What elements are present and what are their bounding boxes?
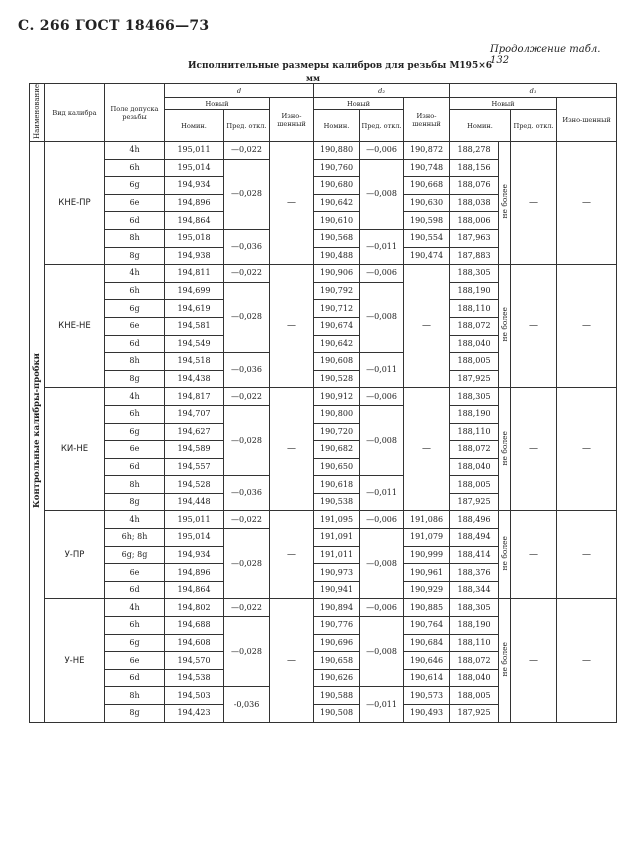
d2-nominal-cell: 190,912: [314, 388, 360, 406]
d1-nominal-cell: 188,110: [450, 634, 499, 652]
d-deviation-cell: —0,022: [224, 142, 270, 160]
header-d-worn: Изно-шенный: [270, 98, 314, 142]
table-title: Исполнительные размеры калибров для резьбы М195×6: [188, 61, 493, 71]
header-d: d: [165, 84, 314, 98]
d2-nominal-cell: 190,696: [314, 634, 360, 652]
d-deviation-cell: —0,022: [224, 511, 270, 529]
d2-worn-cell: 190,684: [404, 634, 450, 652]
d1-nominal-cell: 188,190: [450, 282, 499, 300]
header-d2: d₂: [314, 84, 450, 98]
d-deviation-cell: —0,036: [224, 476, 270, 511]
d-nominal-cell: 194,627: [165, 423, 224, 441]
d1-deviation-cell: —: [511, 265, 557, 388]
d1-deviation-cell: —: [511, 599, 557, 722]
d1-nominal-cell: 188,040: [450, 335, 499, 353]
ne-bolee-label: не более: [499, 536, 509, 571]
d-nominal-cell: 195,014: [165, 159, 224, 177]
d2-worn-cell: 190,598: [404, 212, 450, 230]
ne-bolee-cell: [499, 142, 511, 265]
d1-worn-cell: —: [557, 142, 617, 265]
d2-worn-cell: 190,668: [404, 177, 450, 195]
ne-bolee-label: не более: [499, 184, 509, 219]
d2-deviation-cell: —0,008: [360, 282, 404, 352]
d2-nominal-cell: 190,776: [314, 617, 360, 635]
table-row: [30, 599, 617, 617]
side-label: Контрольные калибры-пробки: [32, 352, 42, 508]
header-pole: Поле допуска резьбы: [105, 84, 165, 142]
tolerance-field-cell: 6e: [105, 317, 165, 335]
header-d1-nom: Номин.: [450, 110, 511, 142]
tolerance-field-cell: 6e: [105, 441, 165, 459]
d1-nominal-cell: 188,190: [450, 617, 499, 635]
d2-nominal-cell: 190,973: [314, 564, 360, 582]
d2-nominal-cell: 190,658: [314, 652, 360, 670]
d1-deviation-cell: —: [511, 511, 557, 599]
header-d-nom: Номин.: [165, 110, 224, 142]
header-d1: d₁: [450, 84, 617, 98]
table-row: [30, 265, 617, 283]
d1-nominal-cell: 187,925: [450, 493, 499, 511]
tolerance-field-cell: 6d: [105, 669, 165, 687]
d1-nominal-cell: 188,278: [450, 142, 499, 160]
d-nominal-cell: 194,538: [165, 669, 224, 687]
d-deviation-cell: —0,022: [224, 388, 270, 406]
d2-nominal-cell: 190,760: [314, 159, 360, 177]
d-deviation-cell: —0,028: [224, 617, 270, 687]
header-naim: Наименование: [30, 84, 45, 142]
ne-bolee-label: не более: [499, 641, 509, 677]
tolerance-field-cell: 8g: [105, 493, 165, 511]
ne-bolee-cell: [499, 511, 511, 599]
d2-nominal-cell: 190,608: [314, 353, 360, 371]
tolerance-field-cell: 4h: [105, 142, 165, 160]
d-nominal-cell: 194,688: [165, 617, 224, 635]
d2-nominal-cell: 190,508: [314, 705, 360, 723]
d1-nominal-cell: 188,494: [450, 529, 499, 547]
d-nominal-cell: 194,570: [165, 652, 224, 670]
header-d1-worn: Изно-шенный: [557, 98, 617, 142]
d2-worn-cell: 190,630: [404, 194, 450, 212]
d1-nominal-cell: 188,072: [450, 317, 499, 335]
d2-nominal-cell: 190,880: [314, 142, 360, 160]
table-row: [30, 388, 617, 406]
d1-nominal-cell: 188,005: [450, 687, 499, 705]
d2-worn-cell: 190,999: [404, 546, 450, 564]
d2-nominal-cell: 191,011: [314, 546, 360, 564]
gauge-type-cell: КИ-НЕ: [45, 388, 105, 511]
d2-nominal-cell: 190,682: [314, 441, 360, 459]
tolerance-field-cell: 8h: [105, 687, 165, 705]
d-nominal-cell: 194,934: [165, 546, 224, 564]
d1-nominal-cell: 188,006: [450, 212, 499, 230]
d2-worn-cell: 190,554: [404, 229, 450, 247]
tolerance-field-cell: 8h: [105, 476, 165, 494]
tolerance-field-cell: 8h: [105, 229, 165, 247]
d1-nominal-cell: 188,305: [450, 388, 499, 406]
d1-nominal-cell: 188,040: [450, 458, 499, 476]
d-nominal-cell: 195,018: [165, 229, 224, 247]
d2-worn-cell: 190,474: [404, 247, 450, 265]
d2-deviation-cell: —0,008: [360, 405, 404, 475]
header-d1-new: Новый: [450, 98, 557, 110]
tolerance-field-cell: 4h: [105, 599, 165, 617]
d2-deviation-cell: —0,006: [360, 388, 404, 406]
d-deviation-cell: -0,036: [224, 687, 270, 722]
d-worn-cell: —: [270, 388, 314, 511]
tolerance-field-cell: 6e: [105, 652, 165, 670]
header-d1-pred: Пред. откл.: [511, 110, 557, 142]
d1-nominal-cell: 187,883: [450, 247, 499, 265]
gauge-type-cell: У-ПР: [45, 511, 105, 599]
d-nominal-cell: 194,438: [165, 370, 224, 388]
tolerance-field-cell: 6d: [105, 335, 165, 353]
d1-nominal-cell: 187,963: [450, 229, 499, 247]
d2-nominal-cell: 190,674: [314, 317, 360, 335]
ne-bolee-cell: [499, 388, 511, 511]
d2-nominal-cell: 190,642: [314, 335, 360, 353]
header-d2-pred: Пред. откл.: [360, 110, 404, 142]
tolerance-field-cell: 6g: [105, 423, 165, 441]
d-nominal-cell: 194,707: [165, 405, 224, 423]
d2-worn-cell: —: [404, 388, 450, 511]
tolerance-field-cell: 8g: [105, 705, 165, 723]
d1-nominal-cell: 188,496: [450, 511, 499, 529]
d-nominal-cell: 194,518: [165, 353, 224, 371]
d2-nominal-cell: 190,800: [314, 405, 360, 423]
dimensions-table: [29, 83, 617, 723]
d2-deviation-cell: —0,008: [360, 529, 404, 599]
d-worn-cell: —: [270, 599, 314, 722]
d2-deviation-cell: —0,008: [360, 159, 404, 229]
d1-nominal-cell: 187,925: [450, 705, 499, 723]
d1-nominal-cell: 188,305: [450, 599, 499, 617]
d2-worn-cell: 190,929: [404, 581, 450, 599]
d2-worn-cell: 190,961: [404, 564, 450, 582]
d-nominal-cell: 194,549: [165, 335, 224, 353]
d-worn-cell: —: [270, 511, 314, 599]
d-nominal-cell: 194,802: [165, 599, 224, 617]
tolerance-field-cell: 6g: [105, 177, 165, 195]
d-nominal-cell: 194,864: [165, 581, 224, 599]
d2-worn-cell: 190,573: [404, 687, 450, 705]
d2-deviation-cell: —0,006: [360, 511, 404, 529]
d-nominal-cell: 195,014: [165, 529, 224, 547]
d2-nominal-cell: 190,588: [314, 687, 360, 705]
tolerance-field-cell: 8g: [105, 370, 165, 388]
tolerance-field-cell: 6d: [105, 212, 165, 230]
tolerance-field-cell: 6h: [105, 159, 165, 177]
d2-nominal-cell: 190,712: [314, 300, 360, 318]
d1-nominal-cell: 188,305: [450, 265, 499, 283]
d2-deviation-cell: —0,008: [360, 617, 404, 687]
tolerance-field-cell: 6h; 8h: [105, 529, 165, 547]
d2-nominal-cell: 190,642: [314, 194, 360, 212]
d-nominal-cell: 194,619: [165, 300, 224, 318]
d2-worn-cell: 190,646: [404, 652, 450, 670]
tolerance-field-cell: 4h: [105, 265, 165, 283]
d1-worn-cell: —: [557, 265, 617, 388]
d-nominal-cell: 194,864: [165, 212, 224, 230]
d-nominal-cell: 194,448: [165, 493, 224, 511]
d2-deviation-cell: —0,011: [360, 353, 404, 388]
d2-nominal-cell: 190,568: [314, 229, 360, 247]
header-d-new: Новый: [165, 98, 270, 110]
d2-nominal-cell: 190,792: [314, 282, 360, 300]
tolerance-field-cell: 6e: [105, 194, 165, 212]
d-nominal-cell: 194,589: [165, 441, 224, 459]
tolerance-field-cell: 6g: [105, 634, 165, 652]
d2-deviation-cell: —0,006: [360, 599, 404, 617]
continuation-label: Продолжение табл. 132: [490, 44, 601, 66]
tolerance-field-cell: 6d: [105, 458, 165, 476]
d1-nominal-cell: 188,038: [450, 194, 499, 212]
d2-worn-cell: 191,086: [404, 511, 450, 529]
tolerance-field-cell: 6e: [105, 564, 165, 582]
d1-nominal-cell: 188,110: [450, 300, 499, 318]
d2-deviation-cell: —0,011: [360, 476, 404, 511]
gauge-type-cell: КНЕ-НЕ: [45, 265, 105, 388]
d-deviation-cell: —0,036: [224, 353, 270, 388]
d-deviation-cell: —0,028: [224, 529, 270, 599]
d2-worn-cell: 191,079: [404, 529, 450, 547]
header-d2-nom: Номин.: [314, 110, 360, 142]
d-nominal-cell: 195,011: [165, 142, 224, 160]
d1-nominal-cell: 188,190: [450, 405, 499, 423]
d-deviation-cell: —0,028: [224, 282, 270, 352]
d1-deviation-cell: —: [511, 142, 557, 265]
d1-nominal-cell: 188,376: [450, 564, 499, 582]
d2-nominal-cell: 190,528: [314, 370, 360, 388]
d1-nominal-cell: 188,156: [450, 159, 499, 177]
page-label: С. 266 ГОСТ 18466—73: [18, 18, 210, 34]
d2-worn-cell: 190,614: [404, 669, 450, 687]
header-d2-new: Новый: [314, 98, 404, 110]
d2-nominal-cell: 190,680: [314, 177, 360, 195]
tolerance-field-cell: 8h: [105, 353, 165, 371]
d2-deviation-cell: —0,006: [360, 265, 404, 283]
d2-nominal-cell: 190,488: [314, 247, 360, 265]
tolerance-field-cell: 8g: [105, 247, 165, 265]
tolerance-field-cell: 6h: [105, 617, 165, 635]
d-nominal-cell: 194,503: [165, 687, 224, 705]
header-d-pred: Пред. откл.: [224, 110, 270, 142]
ne-bolee-label: не более: [499, 307, 509, 342]
d1-nominal-cell: 188,110: [450, 423, 499, 441]
units-label: мм: [306, 73, 320, 83]
d1-deviation-cell: —: [511, 388, 557, 511]
d2-nominal-cell: 190,618: [314, 476, 360, 494]
table-row: [30, 142, 617, 160]
d-nominal-cell: 195,011: [165, 511, 224, 529]
header-d2-worn: Изно-шенный: [404, 98, 450, 142]
d2-worn-cell: 190,748: [404, 159, 450, 177]
d-nominal-cell: 194,896: [165, 564, 224, 582]
d2-nominal-cell: 190,650: [314, 458, 360, 476]
d-worn-cell: —: [270, 142, 314, 265]
tolerance-field-cell: 6h: [105, 282, 165, 300]
d-deviation-cell: —0,028: [224, 159, 270, 229]
d2-worn-cell: 190,764: [404, 617, 450, 635]
d1-nominal-cell: 188,072: [450, 652, 499, 670]
d1-worn-cell: —: [557, 599, 617, 722]
d-nominal-cell: 194,817: [165, 388, 224, 406]
header-vid: Вид калибра: [45, 84, 105, 142]
d2-nominal-cell: 190,941: [314, 581, 360, 599]
d-nominal-cell: 194,699: [165, 282, 224, 300]
d-deviation-cell: —0,036: [224, 229, 270, 264]
d1-nominal-cell: 188,005: [450, 476, 499, 494]
d-nominal-cell: 194,608: [165, 634, 224, 652]
d2-nominal-cell: 190,610: [314, 212, 360, 230]
d-nominal-cell: 194,528: [165, 476, 224, 494]
d-worn-cell: —: [270, 265, 314, 388]
d2-nominal-cell: 190,906: [314, 265, 360, 283]
d2-deviation-cell: —0,011: [360, 229, 404, 264]
d2-nominal-cell: 190,626: [314, 669, 360, 687]
d1-nominal-cell: 188,005: [450, 353, 499, 371]
tolerance-field-cell: 6h: [105, 405, 165, 423]
d2-nominal-cell: 190,894: [314, 599, 360, 617]
d1-nominal-cell: 188,076: [450, 177, 499, 195]
d-nominal-cell: 194,557: [165, 458, 224, 476]
tolerance-field-cell: 4h: [105, 511, 165, 529]
gauge-type-cell: КНЕ-ПР: [45, 142, 105, 265]
d1-nominal-cell: 187,925: [450, 370, 499, 388]
gauge-type-cell: У-НЕ: [45, 599, 105, 722]
tolerance-field-cell: 6g; 8g: [105, 546, 165, 564]
ne-bolee-cell: [499, 599, 511, 722]
d-nominal-cell: 194,934: [165, 177, 224, 195]
d1-nominal-cell: 188,344: [450, 581, 499, 599]
d-deviation-cell: —0,022: [224, 599, 270, 617]
d2-deviation-cell: —0,011: [360, 687, 404, 722]
d-nominal-cell: 194,938: [165, 247, 224, 265]
d2-worn-cell: 190,885: [404, 599, 450, 617]
d1-nominal-cell: 188,072: [450, 441, 499, 459]
d-deviation-cell: —0,028: [224, 405, 270, 475]
side-label-cell: [30, 142, 45, 723]
d-nominal-cell: 194,581: [165, 317, 224, 335]
d-nominal-cell: 194,423: [165, 705, 224, 723]
d1-worn-cell: —: [557, 388, 617, 511]
ne-bolee-label: не более: [499, 430, 509, 466]
table-row: [30, 511, 617, 529]
d2-nominal-cell: 190,538: [314, 493, 360, 511]
d2-deviation-cell: —0,006: [360, 142, 404, 160]
tolerance-field-cell: 6d: [105, 581, 165, 599]
d-deviation-cell: —0,022: [224, 265, 270, 283]
d-nominal-cell: 194,896: [165, 194, 224, 212]
ne-bolee-cell: [499, 265, 511, 388]
d2-nominal-cell: 191,091: [314, 529, 360, 547]
d1-worn-cell: —: [557, 511, 617, 599]
d2-worn-cell: —: [404, 265, 450, 388]
d2-worn-cell: 190,872: [404, 142, 450, 160]
tolerance-field-cell: 6g: [105, 300, 165, 318]
tolerance-field-cell: 4h: [105, 388, 165, 406]
d2-worn-cell: 190,493: [404, 705, 450, 723]
d2-nominal-cell: 190,720: [314, 423, 360, 441]
d-nominal-cell: 194,811: [165, 265, 224, 283]
d1-nominal-cell: 188,414: [450, 546, 499, 564]
d1-nominal-cell: 188,040: [450, 669, 499, 687]
d2-nominal-cell: 191,095: [314, 511, 360, 529]
